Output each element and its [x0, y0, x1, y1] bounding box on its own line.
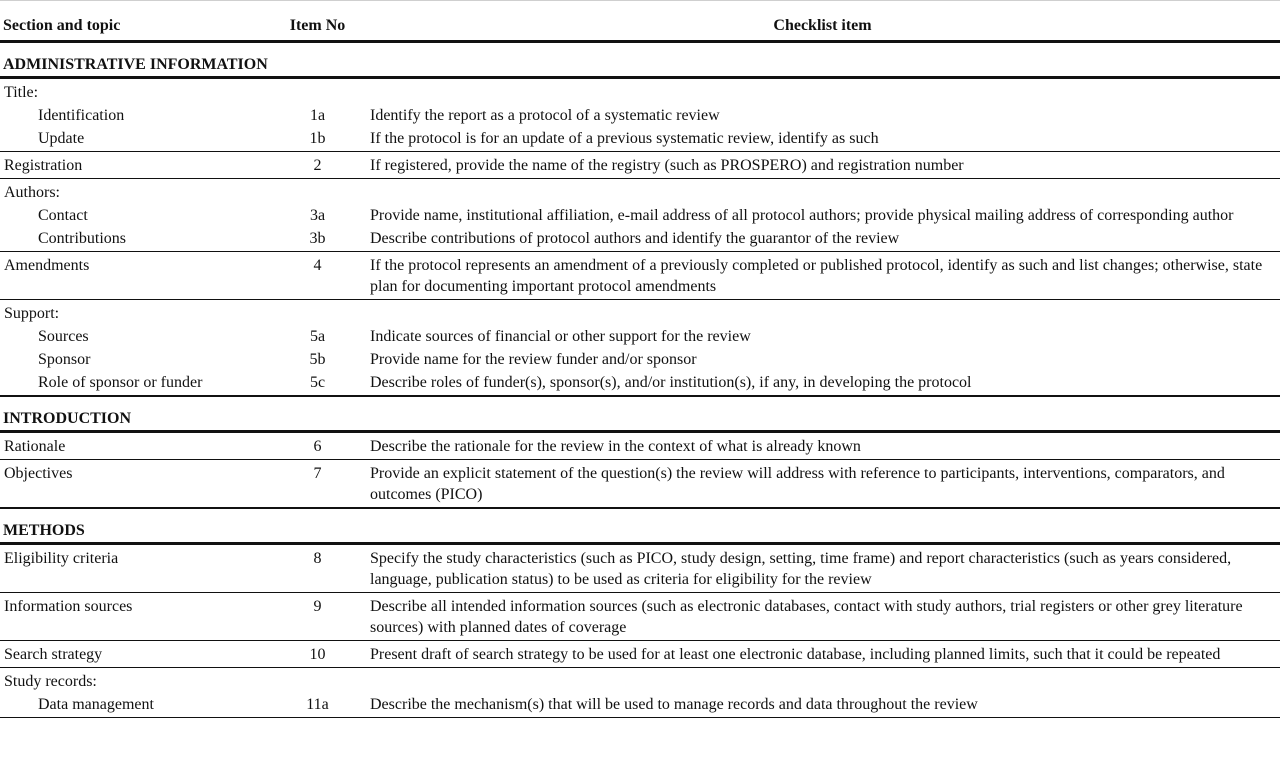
table-row — [0, 460, 1280, 509]
checklist-cell: Specify the study characteristics (such as PICO, study design, setting, time frame) and report characteristics (such as years considered, language, publication status) to be used as criteria for eligibility for the review — [365, 544, 1280, 593]
column-header-item-no: Item No — [270, 0, 365, 42]
topic-cell: Eligibility criteria — [0, 544, 270, 593]
section-title: ADMINISTRATIVE INFORMATION — [0, 42, 1280, 78]
table-row — [0, 105, 1280, 128]
table-row — [0, 694, 1280, 718]
topic-cell: Identification — [38, 107, 125, 124]
item-no-cell: 3b — [270, 228, 365, 252]
topic-cell: Information sources — [0, 593, 270, 641]
topic-cell: Registration — [0, 152, 270, 179]
table-row — [0, 432, 1280, 460]
topic-cell: Amendments — [0, 252, 270, 300]
item-no-cell: 1a — [309, 107, 326, 124]
checklist-cell: Provide an explicit statement of the question(s) the review will address with reference to participants, interventions, comparators, and outcomes (PICO) — [365, 460, 1280, 509]
item-no-cell: 1b — [270, 128, 365, 152]
table-row — [0, 128, 1280, 152]
item-no-cell: 9 — [270, 593, 365, 641]
checklist-cell: If the protocol is for an update of a previous systematic review, identify as such — [365, 128, 1280, 152]
group-label: Study records: — [4, 673, 97, 690]
topic-cell: Contributions — [0, 228, 270, 252]
section-title: METHODS — [0, 508, 1280, 544]
topic-cell: Sponsor — [38, 351, 91, 368]
checklist-cell: Describe all intended information sources (such as electronic databases, contact with study authors, trial registers or other grey literature sources) with planned dates of coverage — [365, 593, 1280, 641]
section-row-methods — [0, 508, 1280, 544]
topic-cell: Contact — [38, 207, 88, 224]
table-row — [0, 228, 1280, 252]
topic-cell: Update — [0, 128, 270, 152]
topic-cell: Rationale — [0, 432, 270, 460]
checklist-cell: Describe the mechanism(s) that will be used to manage records and data throughout the review — [365, 694, 1280, 718]
topic-cell: Objectives — [0, 460, 270, 509]
section-row-introduction — [0, 396, 1280, 432]
table-row — [0, 179, 1280, 206]
table-row — [0, 593, 1280, 641]
group-label: Support: — [4, 305, 60, 322]
column-header-section: Section and topic — [0, 0, 270, 42]
table-row — [0, 326, 1280, 349]
item-no-cell: 3a — [309, 207, 326, 224]
table-row — [0, 372, 1280, 396]
checklist-cell: Describe roles of funder(s), sponsor(s), and/or institution(s), if any, in developing the protocol — [365, 372, 1280, 396]
group-label: Title: — [4, 84, 39, 101]
item-no-cell: 10 — [270, 641, 365, 668]
item-no-cell: 5a — [309, 328, 326, 345]
topic-cell: Data management — [0, 694, 270, 718]
column-header-checklist: Checklist item — [365, 0, 1280, 42]
table-row — [0, 300, 1280, 327]
topic-cell: Role of sponsor or funder — [0, 372, 270, 396]
table-row — [0, 349, 1280, 372]
checklist-cell: Identify the report as a protocol of a systematic review — [370, 107, 720, 124]
table-row — [0, 78, 1280, 106]
checklist-cell: Describe the rationale for the review in the context of what is already known — [365, 432, 1280, 460]
section-row-administrative — [0, 42, 1280, 78]
group-label: Authors: — [4, 184, 60, 201]
table-row — [0, 544, 1280, 593]
table-row — [0, 205, 1280, 228]
item-no-cell: 5c — [270, 372, 365, 396]
section-title: INTRODUCTION — [0, 396, 1280, 432]
item-no-cell: 11a — [270, 694, 365, 718]
table-row — [0, 668, 1280, 695]
checklist-cell: If the protocol represents an amendment of a previously completed or published protocol, identify as such and list changes; otherwise, state plan for documenting important protocol amendments — [365, 252, 1280, 300]
topic-cell: Sources — [38, 328, 89, 345]
checklist-cell: Indicate sources of financial or other support for the review — [370, 328, 751, 345]
checklist-cell: Provide name, institutional affiliation, e-mail address of all protocol authors; provide physical mailing address of corresponding author — [370, 207, 1234, 224]
table-row — [0, 252, 1280, 300]
item-no-cell: 4 — [270, 252, 365, 300]
table-row — [0, 152, 1280, 179]
item-no-cell: 6 — [270, 432, 365, 460]
checklist-cell: If registered, provide the name of the registry (such as PROSPERO) and registration number — [365, 152, 1280, 179]
topic-cell: Search strategy — [0, 641, 270, 668]
item-no-cell: 5b — [309, 351, 326, 368]
table-header-row — [0, 0, 1280, 42]
checklist-cell: Provide name for the review funder and/or sponsor — [370, 351, 697, 368]
item-no-cell: 8 — [270, 544, 365, 593]
item-no-cell: 2 — [270, 152, 365, 179]
checklist-cell: Describe contributions of protocol authors and identify the guarantor of the review — [365, 228, 1280, 252]
checklist-cell: Present draft of search strategy to be used for at least one electronic database, including planned limits, such that it could be repeated — [365, 641, 1280, 668]
item-no-cell: 7 — [270, 460, 365, 509]
table-row — [0, 641, 1280, 668]
